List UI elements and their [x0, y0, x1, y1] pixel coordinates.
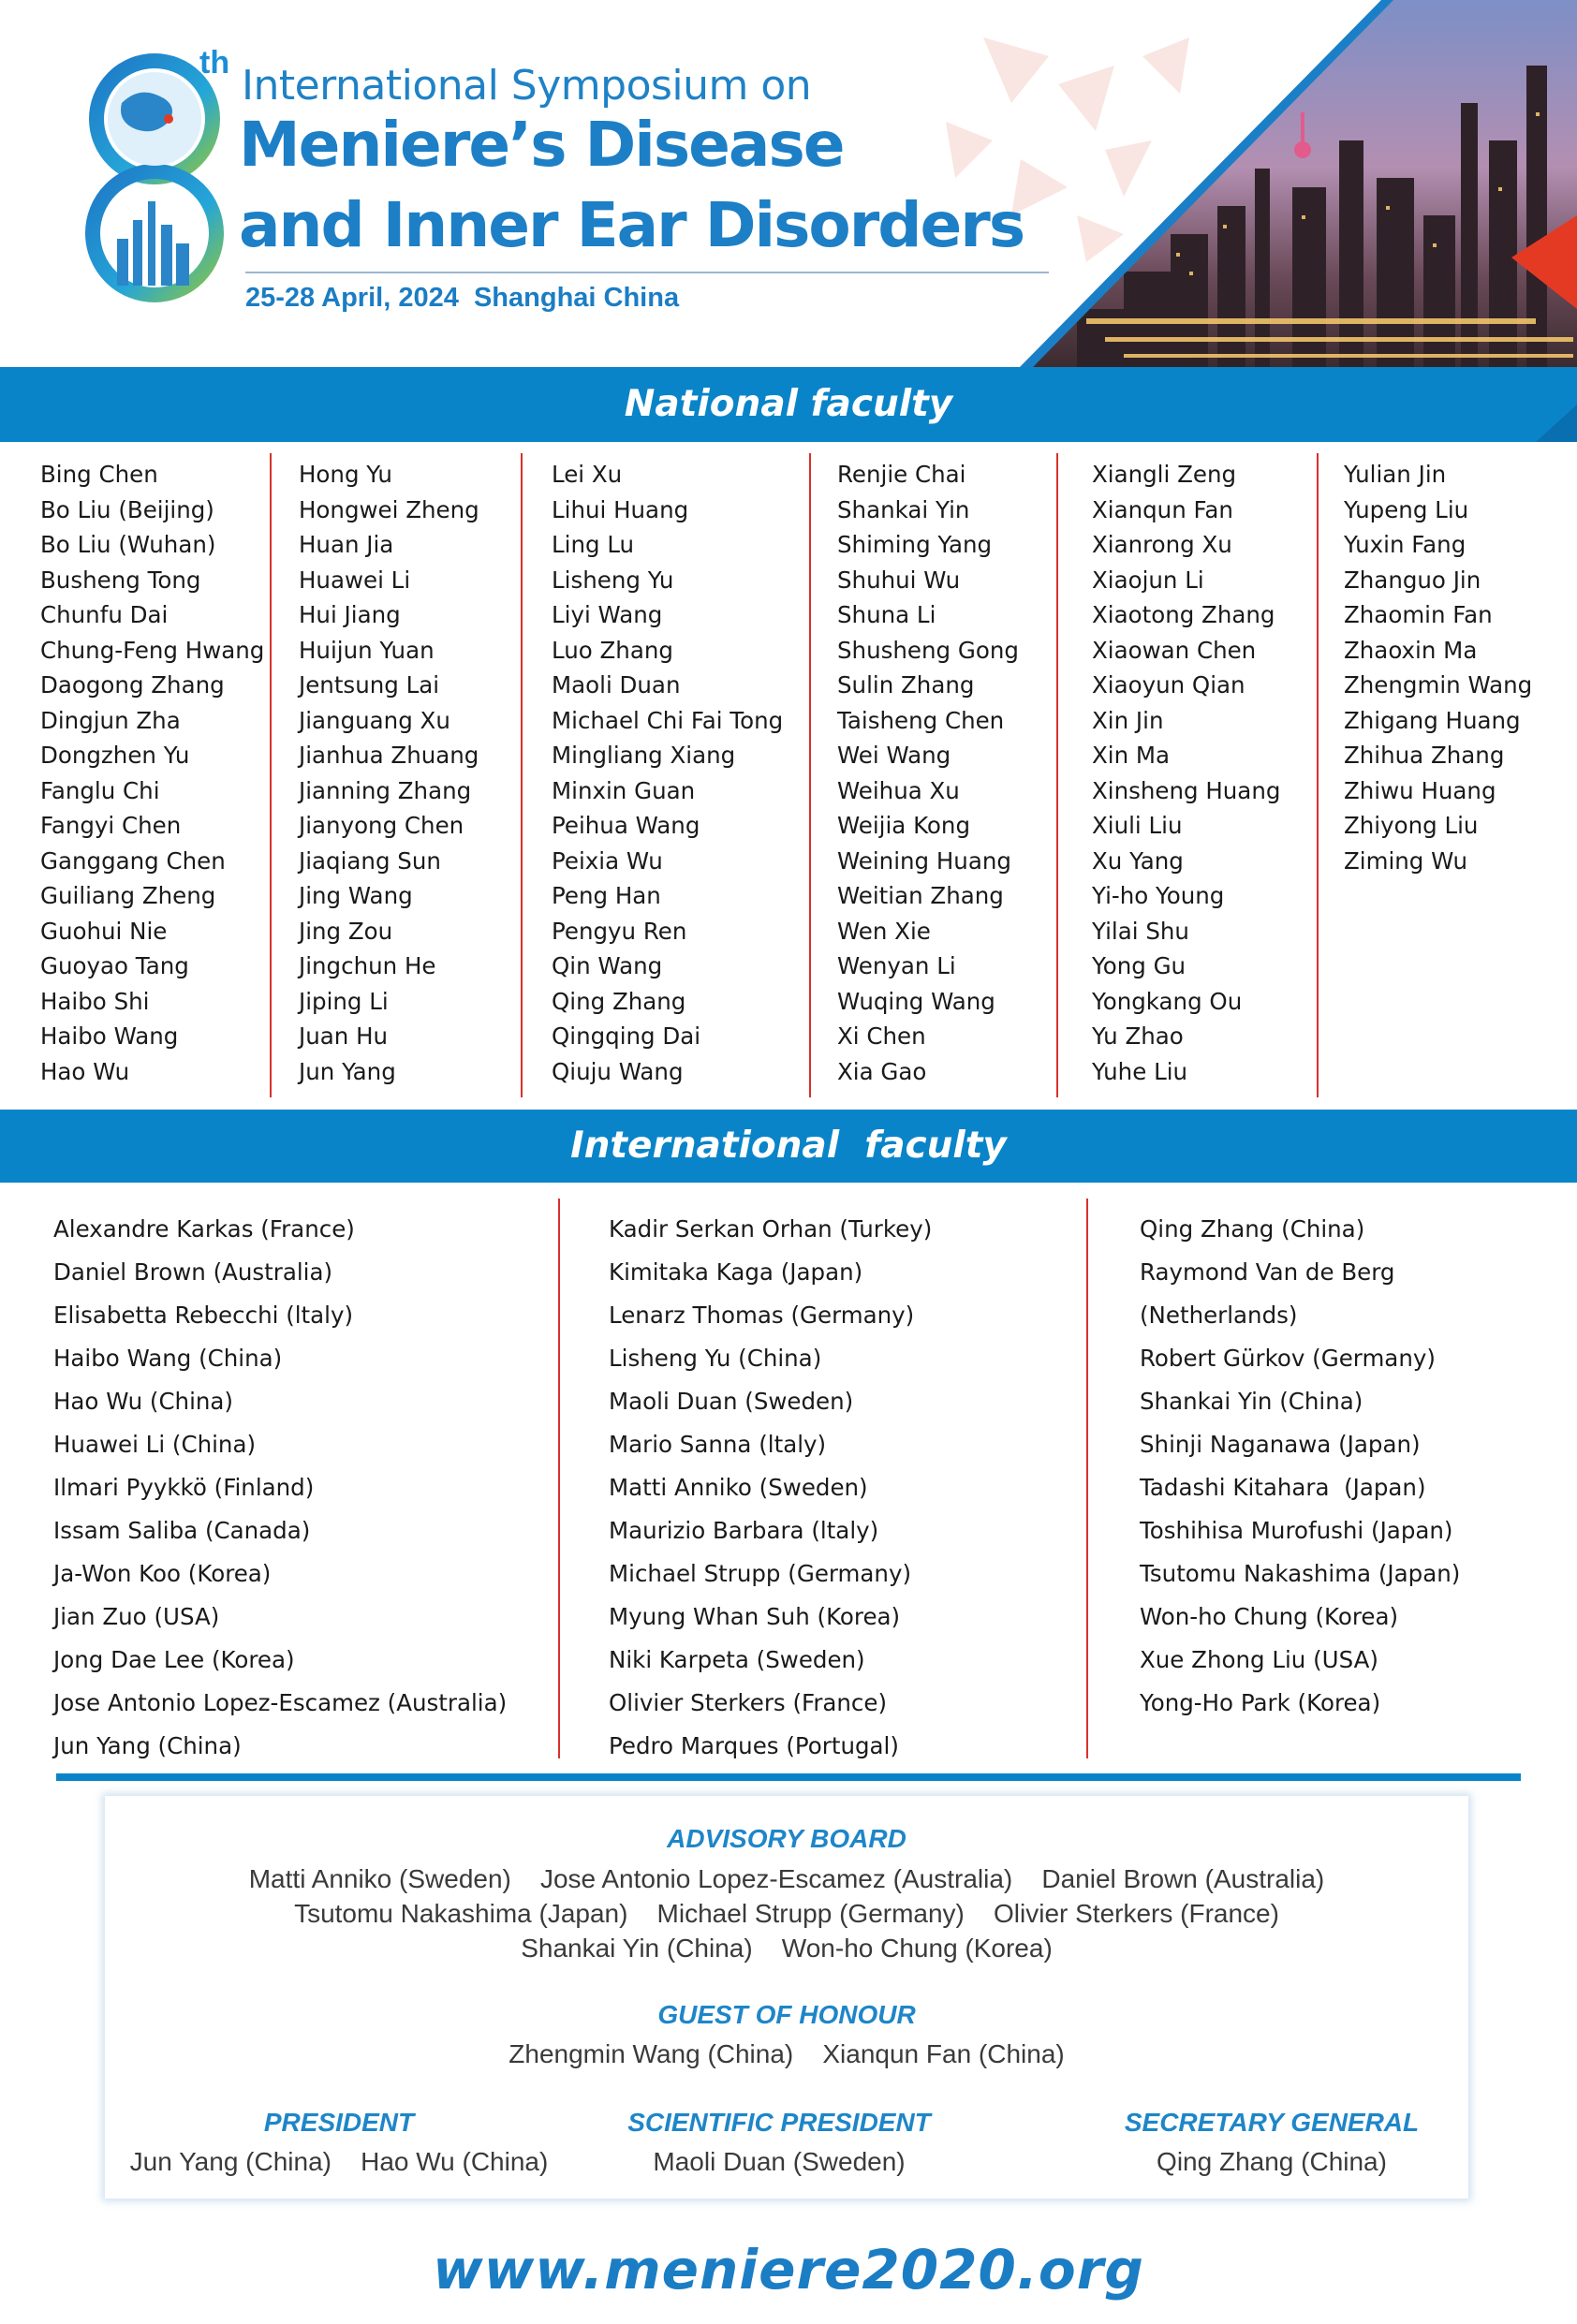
faculty-name: Dingjun Zha: [40, 706, 181, 734]
faculty-name: Shuhui Wu: [837, 566, 961, 594]
column-divider: [558, 1199, 560, 1758]
faculty-name: Wei Wang: [837, 742, 951, 769]
faculty-name: Niki Karpeta (Sweden): [609, 1646, 865, 1673]
faculty-name: Shankai Yin (China): [1140, 1388, 1363, 1415]
dates-location: 25-28 April, 2024 Shanghai China: [245, 283, 680, 313]
faculty-name: Zhengmin Wang: [1344, 671, 1533, 699]
faculty-name: Ziming Wu: [1344, 846, 1468, 875]
secretary-general-heading: SECRETARY GENERAL: [1124, 2108, 1420, 2137]
faculty-name: Jianyong Chen: [299, 812, 464, 839]
faculty-name: Jingchun He: [299, 952, 436, 979]
faculty-name: Xia Gao: [837, 1057, 927, 1085]
faculty-name: Guohui Nie: [40, 917, 168, 945]
faculty-name: Guoyao Tang: [40, 952, 189, 979]
faculty-name: Issam Saliba (Canada): [53, 1517, 311, 1544]
column-divider: [1086, 1199, 1088, 1758]
faculty-name: Zhiwu Huang: [1344, 776, 1496, 804]
faculty-name: Yongkang Ou: [1092, 987, 1243, 1015]
national-column-5: [1092, 457, 1280, 1089]
faculty-name: Raymond Van de Berg: [1140, 1258, 1395, 1286]
header: [0, 0, 1577, 370]
faculty-name: Won-ho Chung (Korea): [1140, 1603, 1399, 1630]
faculty-name: Weining Huang: [837, 846, 1011, 875]
faculty-name: Olivier Sterkers (France): [609, 1689, 888, 1716]
faculty-name: Yuxin Fang: [1344, 531, 1466, 558]
faculty-name: Jian Zuo (USA): [53, 1603, 220, 1630]
scientific-president-name: Maoli Duan (Sweden): [653, 2147, 906, 2176]
national-column-3: [552, 457, 783, 1089]
national-column-6: [1344, 457, 1532, 878]
title-divider: [245, 272, 1049, 273]
faculty-name: Daniel Brown (Australia): [53, 1258, 333, 1286]
column-divider: [270, 453, 272, 1097]
international-column-1: [53, 1208, 507, 1768]
faculty-name: Tadashi Kitahara (Japan): [1140, 1474, 1426, 1501]
edition-suffix: th: [199, 45, 230, 81]
scientific-president-heading: SCIENTIFIC PRESIDENT: [627, 2108, 931, 2137]
faculty-name: Yong-Ho Park (Korea): [1140, 1689, 1381, 1716]
faculty-name: Pengyu Ren: [552, 917, 687, 945]
faculty-name: Alexandre Karkas (France): [53, 1215, 355, 1243]
faculty-name: Lei Xu: [552, 461, 623, 488]
faculty-name: Peihua Wang: [552, 812, 700, 839]
faculty-name: Qing Zhang (China): [1140, 1215, 1365, 1243]
faculty-name: Xu Yang: [1092, 846, 1184, 875]
faculty-name: Fangyi Chen: [40, 812, 182, 839]
faculty-name: Matti Anniko (Sweden): [609, 1474, 868, 1501]
faculty-name: Wenyan Li: [837, 952, 956, 979]
faculty-name: Yilai Shu: [1092, 917, 1189, 945]
guest-of-honour-names: Zhengmin Wang (China) Xianqun Fan (China): [508, 2039, 1065, 2068]
website-link[interactable]: www.meniere2020.org: [433, 2238, 1144, 2302]
national-column-2: [299, 457, 479, 1089]
globe-eight-logo: [66, 51, 243, 304]
faculty-name: Jianhua Zhuang: [299, 742, 479, 769]
faculty-name: Lisheng Yu: [552, 566, 674, 594]
faculty-name: Hong Yu: [299, 461, 392, 488]
advisory-board-line: Matti Anniko (Sweden) Jose Antonio Lopez-Escamez (Australia) Daniel Brown (Australia): [248, 1864, 1325, 1893]
faculty-name: Toshihisa Murofushi (Japan): [1140, 1517, 1453, 1544]
faculty-name: (Netherlands): [1140, 1302, 1298, 1329]
faculty-name: Kadir Serkan Orhan (Turkey): [609, 1215, 933, 1243]
faculty-name: Xinsheng Huang: [1092, 776, 1281, 804]
national-faculty-title: National faculty: [624, 383, 953, 425]
faculty-name: Jianning Zhang: [299, 776, 472, 804]
faculty-name: Yuhe Liu: [1092, 1057, 1188, 1085]
faculty-name: Xi Chen: [837, 1022, 926, 1050]
faculty-name: Maurizio Barbara (ltaly): [609, 1517, 879, 1544]
faculty-name: Xiangli Zeng: [1092, 461, 1237, 488]
faculty-name: Haibo Wang (China): [53, 1345, 283, 1372]
faculty-name: Xiaoyun Qian: [1092, 671, 1245, 699]
faculty-name: Sulin Zhang: [837, 671, 975, 699]
faculty-name: Weihua Xu: [837, 776, 960, 804]
section-separator: [56, 1773, 1521, 1781]
faculty-name: Huawei Li (China): [53, 1431, 257, 1458]
advisory-board-heading: ADVISORY BOARD: [667, 1824, 906, 1853]
faculty-name: Taisheng Chen: [837, 706, 1005, 734]
faculty-name: Chung-Feng Hwang: [40, 636, 265, 664]
column-divider: [809, 453, 811, 1097]
faculty-name: Qiuju Wang: [552, 1057, 684, 1085]
faculty-name: Ganggang Chen: [40, 846, 226, 875]
faculty-name: Yi-ho Young: [1092, 882, 1225, 909]
faculty-name: Luo Zhang: [552, 636, 673, 664]
faculty-name: Chunfu Dai: [40, 601, 169, 628]
column-divider: [1056, 453, 1058, 1097]
faculty-name: Peng Han: [552, 882, 661, 909]
faculty-name: Juan Hu: [299, 1022, 389, 1050]
faculty-name: Hongwei Zheng: [299, 495, 479, 523]
faculty-name: Zhaoxin Ma: [1344, 636, 1478, 664]
faculty-name: Wen Xie: [837, 917, 931, 945]
faculty-name: Liyi Wang: [552, 601, 663, 628]
faculty-name: Shankai Yin: [837, 495, 970, 523]
faculty-name: Bing Chen: [40, 461, 158, 488]
faculty-name: Shusheng Gong: [837, 636, 1019, 664]
faculty-name: Jing Zou: [299, 917, 393, 945]
faculty-name: Zhaomin Fan: [1344, 601, 1493, 628]
faculty-name: Yong Gu: [1092, 952, 1186, 979]
faculty-name: Xin Ma: [1092, 742, 1171, 769]
faculty-name: Robert Gürkov (Germany): [1140, 1345, 1436, 1372]
faculty-name: Qin Wang: [552, 952, 663, 979]
national-column-4: [837, 457, 1019, 1089]
faculty-name: Zhihua Zhang: [1344, 742, 1505, 769]
faculty-name: Minxin Guan: [552, 776, 696, 804]
national-column-1: [40, 457, 264, 1089]
faculty-name: Wuqing Wang: [837, 987, 995, 1015]
faculty-name: Huijun Yuan: [299, 636, 435, 664]
faculty-name: Xiuli Liu: [1092, 812, 1183, 839]
faculty-name: Shiming Yang: [837, 531, 993, 558]
faculty-name: Yupeng Liu: [1344, 495, 1469, 523]
faculty-name: Jong Dae Lee (Korea): [53, 1646, 295, 1673]
faculty-name: Pedro Marques (Portugal): [609, 1732, 899, 1759]
faculty-name: Jun Yang (China): [53, 1732, 242, 1759]
faculty-name: Huawei Li: [299, 566, 411, 594]
faculty-name: Guiliang Zheng: [40, 882, 216, 909]
faculty-name: Maoli Duan: [552, 671, 681, 699]
faculty-name: Renjie Chai: [837, 461, 966, 488]
faculty-name: Xue Zhong Liu (USA): [1140, 1646, 1378, 1673]
faculty-name: Mingliang Xiang: [552, 742, 736, 769]
column-divider: [1317, 453, 1319, 1097]
faculty-name: Xiaotong Zhang: [1092, 601, 1275, 628]
faculty-name: Bo Liu (Wuhan): [40, 531, 216, 558]
faculty-name: Ling Lu: [552, 531, 635, 558]
faculty-name: Fanglu Chi: [40, 776, 160, 804]
faculty-name: Shuna Li: [837, 601, 936, 628]
faculty-name: Jentsung Lai: [299, 671, 440, 699]
faculty-name: Haibo Wang: [40, 1022, 179, 1050]
faculty-name: Weitian Zhang: [837, 882, 1004, 909]
faculty-name: Michael Chi Fai Tong: [552, 706, 784, 734]
faculty-name: Busheng Tong: [40, 566, 201, 594]
faculty-name: Jing Wang: [299, 882, 413, 909]
faculty-name: Daogong Zhang: [40, 671, 225, 699]
faculty-name: Xianrong Xu: [1092, 531, 1232, 558]
faculty-name: Myung Whan Suh (Korea): [609, 1603, 901, 1630]
faculty-name: Ilmari Pyykkö (Finland): [53, 1474, 315, 1501]
faculty-name: Dongzhen Yu: [40, 742, 190, 769]
faculty-name: Michael Strupp (Germany): [609, 1560, 911, 1587]
faculty-name: Hui Jiang: [299, 601, 401, 628]
faculty-name: Yu Zhao: [1092, 1022, 1184, 1050]
faculty-name: Qing Zhang: [552, 987, 686, 1015]
faculty-name: Xin Jin: [1092, 706, 1164, 734]
faculty-name: Yulian Jin: [1344, 461, 1447, 488]
faculty-name: Xiaojun Li: [1092, 566, 1204, 594]
faculty-name: Elisabetta Rebecchi (ltaly): [53, 1302, 354, 1329]
faculty-name: Shinji Naganawa (Japan): [1140, 1431, 1421, 1458]
faculty-name: Huan Jia: [299, 531, 394, 558]
faculty-name: Zhiyong Liu: [1344, 812, 1479, 839]
faculty-name: Hao Wu (China): [53, 1388, 233, 1415]
international-column-3: [1140, 1208, 1460, 1725]
symposium-title-line2: Meniere’s Disease: [239, 109, 844, 181]
faculty-name: Xiaowan Chen: [1092, 636, 1257, 664]
faculty-name: Ja-Won Koo (Korea): [53, 1560, 272, 1587]
international-column-2: [609, 1208, 932, 1768]
faculty-name: Peixia Wu: [552, 846, 663, 875]
faculty-name: Kimitaka Kaga (Japan): [609, 1258, 863, 1286]
faculty-name: Haibo Shi: [40, 987, 150, 1015]
faculty-name: Lisheng Yu (China): [609, 1345, 822, 1372]
column-divider: [521, 453, 523, 1097]
faculty-name: Hao Wu: [40, 1057, 130, 1085]
president-heading: PRESIDENT: [263, 2108, 415, 2137]
faculty-name: Maoli Duan (Sweden): [609, 1388, 854, 1415]
guest-of-honour-heading: GUEST OF HONOUR: [657, 2000, 916, 2029]
faculty-name: Jose Antonio Lopez-Escamez (Australia): [53, 1689, 508, 1716]
faculty-name: Zhigang Huang: [1344, 706, 1521, 734]
president-names: Jun Yang (China) Hao Wu (China): [129, 2147, 549, 2176]
faculty-name: Weijia Kong: [837, 812, 970, 839]
faculty-name: Xianqun Fan: [1092, 495, 1233, 523]
leadership-panel: [105, 1796, 1468, 2199]
secretary-general-name: Qing Zhang (China): [1157, 2147, 1387, 2176]
faculty-name: Jun Yang: [299, 1057, 396, 1085]
advisory-board-line: Tsutomu Nakashima (Japan) Michael Strupp (Germany) Olivier Sterkers (France): [294, 1899, 1279, 1928]
advisory-board-line: Shankai Yin (China) Won-ho Chung (Korea): [521, 1934, 1053, 1963]
faculty-name: Mario Sanna (ltaly): [609, 1431, 827, 1458]
faculty-name: Tsutomu Nakashima (Japan): [1140, 1560, 1461, 1587]
faculty-name: Lihui Huang: [552, 495, 689, 523]
faculty-name: Bo Liu (Beijing): [40, 495, 214, 523]
faculty-name: Jiping Li: [299, 987, 389, 1015]
symposium-title-line1: International Symposium on: [242, 62, 812, 110]
international-faculty-title: International faculty: [570, 1125, 1007, 1167]
faculty-name: Zhanguo Jin: [1344, 566, 1481, 594]
faculty-name: Jianguang Xu: [299, 706, 450, 734]
faculty-name: Lenarz Thomas (Germany): [609, 1302, 915, 1329]
symposium-title-line3: and Inner Ear Disorders: [239, 189, 1024, 261]
faculty-name: Qingqing Dai: [552, 1022, 701, 1050]
faculty-name: Jiaqiang Sun: [299, 846, 441, 875]
